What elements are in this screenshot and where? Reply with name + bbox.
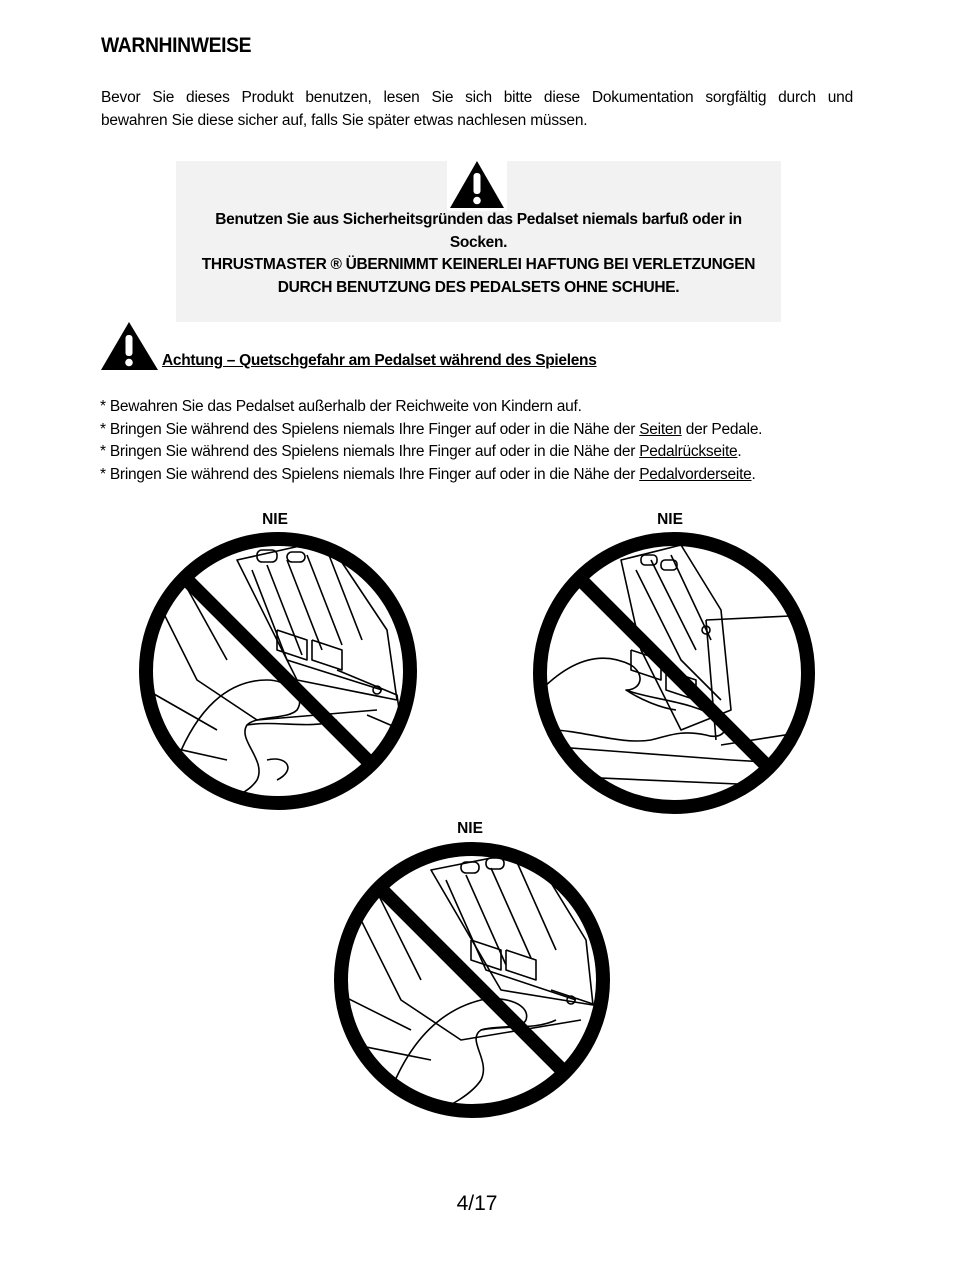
illustration-label: NIE bbox=[262, 511, 288, 528]
prohibited-pedal-rear-icon bbox=[531, 530, 817, 816]
warning-text bbox=[176, 209, 781, 299]
safety-warning-box bbox=[176, 161, 781, 322]
illustration-label: NIE bbox=[457, 820, 483, 837]
warning-line: Benutzen Sie aus Sicherheitsgründen das Pedalset niemals barfuß oder in bbox=[215, 211, 742, 228]
underlined-term: Pedalrückseite bbox=[639, 443, 738, 460]
prohibited-pedal-side-icon bbox=[137, 530, 419, 812]
underlined-term: Pedalvorderseite bbox=[639, 465, 752, 483]
intro-line: Bevor Sie dieses Produkt benutzen, lesen Sie sich bitte diese Dokumentation sorgfältig durch und bbox=[101, 89, 853, 106]
intro-line: bewahren Sie diese sicher auf, falls Sie später etwas nachlesen müssen. bbox=[101, 112, 588, 129]
list-item: * Bringen Sie während des Spielens niemals Ihre Finger auf oder in die Nähe der Pedalvorderseite. bbox=[100, 465, 756, 483]
warning-triangle-icon bbox=[100, 320, 160, 372]
safety-bullet-list bbox=[100, 396, 762, 486]
warning-line: DURCH BENUTZUNG DES PEDALSETS OHNE SCHUHE. bbox=[277, 278, 680, 296]
list-item: * Bringen Sie während des Spielens niemals Ihre Finger auf oder in die Nähe der Seiten der Pedale. bbox=[100, 420, 763, 438]
illustration-label: NIE bbox=[657, 511, 683, 528]
underlined-term: Seiten bbox=[639, 420, 682, 438]
warning-triangle-icon bbox=[447, 159, 507, 211]
list-item: * Bewahren Sie das Pedalset außerhalb der Reichweite von Kindern auf. bbox=[100, 398, 582, 415]
intro-paragraph bbox=[101, 86, 853, 132]
prohibited-pedal-front-icon bbox=[331, 840, 613, 1120]
page-heading: WARNHINWEISE bbox=[101, 34, 252, 57]
page-number: 4/17 bbox=[456, 1192, 498, 1215]
caution-label: Achtung – Quetschgefahr am Pedalset während des Spielens bbox=[162, 352, 597, 369]
warning-line: THRUSTMASTER ® ÜBERNIMMT KEINERLEI HAFTUNG BEI VERLETZUNGEN bbox=[201, 256, 756, 273]
list-item: * Bringen Sie während des Spielens niemals Ihre Finger auf oder in die Nähe der Pedalrückseite. bbox=[100, 443, 742, 460]
warning-line: Socken. bbox=[449, 233, 508, 251]
